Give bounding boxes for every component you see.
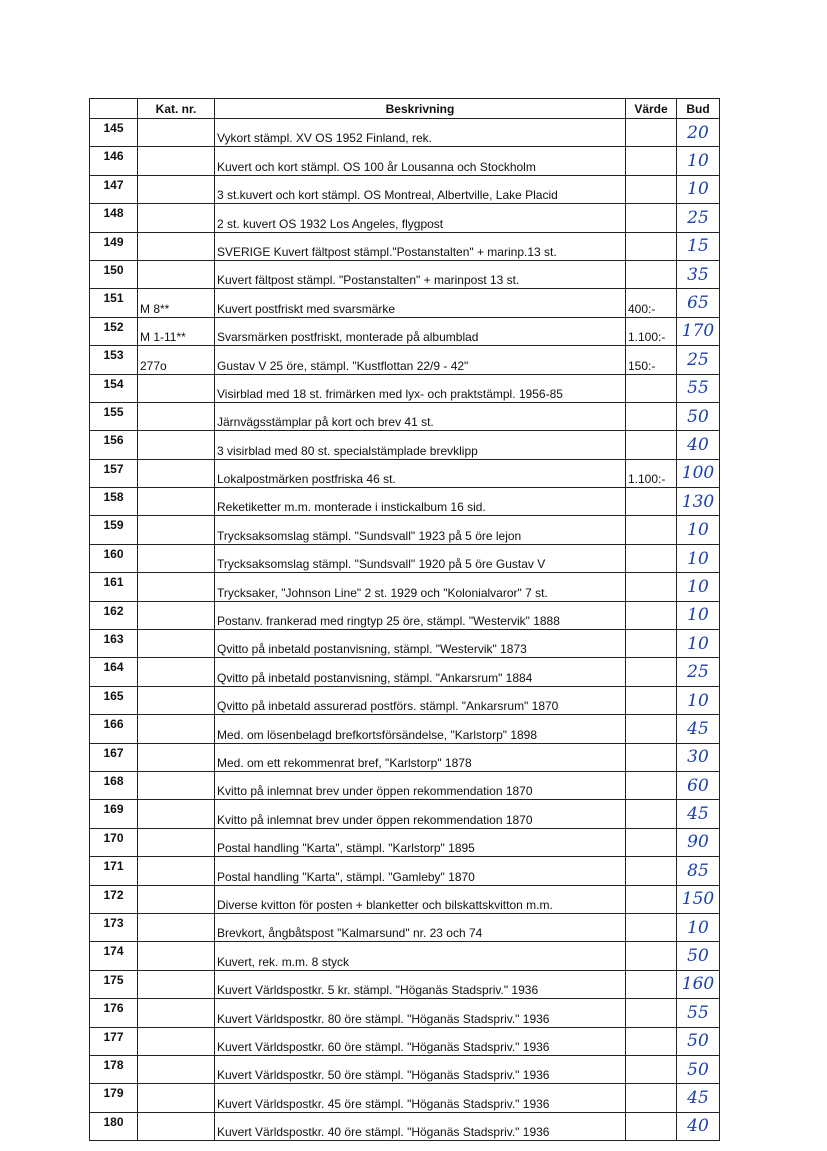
handwritten-bid: 50: [677, 1055, 720, 1083]
lot-value: [626, 147, 677, 175]
handwritten-bid: 10: [677, 686, 720, 714]
lot-description: Trycksaker, "Johnson Line" 2 st. 1929 och "Kolonialvaror" 7 st.: [215, 573, 626, 601]
lot-number: 148: [90, 204, 138, 232]
auction-lot-table: [89, 98, 720, 1141]
lot-value: [626, 658, 677, 686]
handwritten-bid: 25: [677, 658, 720, 686]
lot-value: [626, 431, 677, 459]
lot-number: 149: [90, 232, 138, 260]
lot-number: 175: [90, 970, 138, 998]
lot-value: [626, 1055, 677, 1083]
handwritten-bid: 10: [677, 516, 720, 544]
lot-description: Kuvert fältpost stämpl. "Postanstalten" + marinpost 13 st.: [215, 260, 626, 288]
table-row: [90, 970, 720, 998]
handwritten-bid: 90: [677, 828, 720, 856]
table-row: [90, 402, 720, 430]
catalog-number: [138, 204, 215, 232]
handwritten-bid: 45: [677, 800, 720, 828]
lot-number: 178: [90, 1055, 138, 1083]
catalog-number: [138, 999, 215, 1027]
table-row: [90, 771, 720, 799]
lot-number: 152: [90, 317, 138, 345]
lot-number: 180: [90, 1112, 138, 1140]
lot-description: Kuvert Världspostkr. 45 öre stämpl. "Höganäs Stadspriv." 1936: [215, 1084, 626, 1112]
lot-description: Kuvert Världspostkr. 80 öre stämpl. "Höganäs Stadspriv." 1936: [215, 999, 626, 1027]
lot-value: [626, 970, 677, 998]
lot-number: 179: [90, 1084, 138, 1112]
handwritten-bid: 10: [677, 601, 720, 629]
lot-number: 147: [90, 175, 138, 203]
catalog-number: [138, 459, 215, 487]
catalog-number: 277o: [138, 346, 215, 374]
table-row: [90, 885, 720, 913]
catalog-number: [138, 857, 215, 885]
handwritten-bid: 130: [677, 488, 720, 516]
table-row: [90, 175, 720, 203]
handwritten-bid: 65: [677, 289, 720, 317]
lot-number: 163: [90, 630, 138, 658]
lot-number: 158: [90, 488, 138, 516]
table-row: [90, 544, 720, 572]
table-row: [90, 147, 720, 175]
catalog-number: [138, 119, 215, 147]
handwritten-bid: 10: [677, 147, 720, 175]
catalog-number: [138, 516, 215, 544]
lot-value: [626, 800, 677, 828]
lot-value: [626, 175, 677, 203]
lot-value: [626, 999, 677, 1027]
catalog-number: [138, 260, 215, 288]
lot-value: [626, 913, 677, 941]
lot-description: Trycksaksomslag stämpl. "Sundsvall" 1923 på 5 öre lejon: [215, 516, 626, 544]
lot-number: 155: [90, 402, 138, 430]
table-row: [90, 686, 720, 714]
handwritten-bid: 160: [677, 970, 720, 998]
lot-value: [626, 942, 677, 970]
handwritten-bid: 35: [677, 260, 720, 288]
catalog-number: M 8**: [138, 289, 215, 317]
lot-value: [626, 1084, 677, 1112]
lot-number: 159: [90, 516, 138, 544]
catalog-number: [138, 488, 215, 516]
lot-description: Järnvägsstämplar på kort och brev 41 st.: [215, 402, 626, 430]
table-row: [90, 1027, 720, 1055]
lot-number: 153: [90, 346, 138, 374]
lot-number: 171: [90, 857, 138, 885]
lot-value: 1.100:-: [626, 317, 677, 345]
lot-description: Brevkort, ångbåtspost "Kalmarsund" nr. 23 och 74: [215, 913, 626, 941]
catalog-number: [138, 630, 215, 658]
handwritten-bid: 50: [677, 942, 720, 970]
lot-value: [626, 686, 677, 714]
lot-value: [626, 573, 677, 601]
table-row: [90, 119, 720, 147]
lot-value: [626, 1027, 677, 1055]
catalog-number: [138, 686, 215, 714]
table-row: [90, 289, 720, 317]
handwritten-bid: 20: [677, 119, 720, 147]
handwritten-bid: 50: [677, 402, 720, 430]
table-row: [90, 346, 720, 374]
lot-number: 160: [90, 544, 138, 572]
lot-number: 165: [90, 686, 138, 714]
lot-value: [626, 1112, 677, 1140]
handwritten-bid: 150: [677, 885, 720, 913]
table-row: [90, 459, 720, 487]
lot-description: Med. om ett rekommenrat bref, "Karlstorp" 1878: [215, 743, 626, 771]
handwritten-bid: 40: [677, 1112, 720, 1140]
handwritten-bid: 10: [677, 544, 720, 572]
table-row: [90, 1055, 720, 1083]
handwritten-bid: 100: [677, 459, 720, 487]
catalog-number: [138, 544, 215, 572]
catalog-number: [138, 743, 215, 771]
handwritten-bid: 60: [677, 771, 720, 799]
lot-description: Kuvert postfriskt med svarsmärke: [215, 289, 626, 317]
lot-value: [626, 885, 677, 913]
header-bud: Bud: [677, 99, 720, 119]
handwritten-bid: 25: [677, 204, 720, 232]
table-row: [90, 630, 720, 658]
lot-description: Kuvert Världspostkr. 50 öre stämpl. "Höganäs Stadspriv." 1936: [215, 1055, 626, 1083]
catalog-number: [138, 402, 215, 430]
lot-number: 164: [90, 658, 138, 686]
lot-value: [626, 488, 677, 516]
table-row: [90, 516, 720, 544]
lot-value: [626, 601, 677, 629]
lot-number: 172: [90, 885, 138, 913]
table-row: [90, 601, 720, 629]
catalog-number: [138, 885, 215, 913]
lot-value: [626, 402, 677, 430]
catalog-number: [138, 1084, 215, 1112]
handwritten-bid: 10: [677, 573, 720, 601]
lot-value: [626, 516, 677, 544]
table-row: [90, 913, 720, 941]
lot-description: Kuvert och kort stämpl. OS 100 år Lousanna och Stockholm: [215, 147, 626, 175]
handwritten-bid: 30: [677, 743, 720, 771]
catalog-number: [138, 771, 215, 799]
lot-value: [626, 630, 677, 658]
lot-description: Diverse kvitton för posten + blanketter och bilskattskvitton m.m.: [215, 885, 626, 913]
lot-value: [626, 857, 677, 885]
lot-description: Kuvert, rek. m.m. 8 styck: [215, 942, 626, 970]
lot-description: Trycksaksomslag stämpl. "Sundsvall" 1920 på 5 öre Gustav V: [215, 544, 626, 572]
handwritten-bid: 45: [677, 715, 720, 743]
handwritten-bid: 10: [677, 630, 720, 658]
header-nr: [90, 99, 138, 119]
lot-number: 151: [90, 289, 138, 317]
handwritten-bid: 50: [677, 1027, 720, 1055]
lot-description: Kuvert Världspostkr. 5 kr. stämpl. "Höganäs Stadspriv." 1936: [215, 970, 626, 998]
catalog-number: [138, 1027, 215, 1055]
lot-number: 166: [90, 715, 138, 743]
catalog-number: [138, 715, 215, 743]
handwritten-bid: 85: [677, 857, 720, 885]
table-row: [90, 828, 720, 856]
handwritten-bid: 10: [677, 175, 720, 203]
lot-description: Qvitto på inbetald assurerad postförs. stämpl. "Ankarsrum" 1870: [215, 686, 626, 714]
lot-number: 169: [90, 800, 138, 828]
table-row: [90, 204, 720, 232]
lot-description: Kvitto på inlemnat brev under öppen rekommendation 1870: [215, 771, 626, 799]
lot-value: [626, 743, 677, 771]
lot-description: Gustav V 25 öre, stämpl. "Kustflottan 22/9 - 42": [215, 346, 626, 374]
handwritten-bid: 55: [677, 999, 720, 1027]
table-row: [90, 999, 720, 1027]
handwritten-bid: 25: [677, 346, 720, 374]
lot-number: 145: [90, 119, 138, 147]
handwritten-bid: 40: [677, 431, 720, 459]
catalog-number: M 1-11**: [138, 317, 215, 345]
catalog-number: [138, 431, 215, 459]
lot-value: [626, 260, 677, 288]
lot-number: 157: [90, 459, 138, 487]
lot-number: 170: [90, 828, 138, 856]
catalog-number: [138, 800, 215, 828]
lot-number: 150: [90, 260, 138, 288]
table-row: [90, 857, 720, 885]
catalog-number: [138, 1112, 215, 1140]
header-varde: Värde: [626, 99, 677, 119]
lot-description: Vykort stämpl. XV OS 1952 Finland, rek.: [215, 119, 626, 147]
lot-value: [626, 232, 677, 260]
lot-description: Lokalpostmärken postfriska 46 st.: [215, 459, 626, 487]
handwritten-bid: 45: [677, 1084, 720, 1112]
table-row: [90, 260, 720, 288]
lot-description: Kvitto på inlemnat brev under öppen rekommendation 1870: [215, 800, 626, 828]
table-row: [90, 800, 720, 828]
table-row: [90, 715, 720, 743]
handwritten-bid: 55: [677, 374, 720, 402]
table-row: [90, 488, 720, 516]
header-row: [90, 99, 720, 119]
lot-value: [626, 544, 677, 572]
handwritten-bid: 170: [677, 317, 720, 345]
lot-description: 3 st.kuvert och kort stämpl. OS Montreal, Albertville, Lake Placid: [215, 175, 626, 203]
lot-description: Postal handling "Karta", stämpl. "Gamleby" 1870: [215, 857, 626, 885]
lot-description: Visirblad med 18 st. frimärken med lyx- och praktstämpl. 1956-85: [215, 374, 626, 402]
catalog-number: [138, 913, 215, 941]
lot-description: 2 st. kuvert OS 1932 Los Angeles, flygpost: [215, 204, 626, 232]
table-row: [90, 1084, 720, 1112]
catalog-number: [138, 232, 215, 260]
lot-description: Qvitto på inbetald postanvisning, stämpl. "Ankarsrum" 1884: [215, 658, 626, 686]
table-row: [90, 317, 720, 345]
lot-number: 162: [90, 601, 138, 629]
table-row: [90, 573, 720, 601]
lot-value: [626, 119, 677, 147]
lot-description: Kuvert Världspostkr. 60 öre stämpl. "Höganäs Stadspriv." 1936: [215, 1027, 626, 1055]
lot-number: 161: [90, 573, 138, 601]
lot-description: Reketiketter m.m. monterade i instickalbum 16 sid.: [215, 488, 626, 516]
table-row: [90, 374, 720, 402]
lot-value: [626, 374, 677, 402]
table-row: [90, 232, 720, 260]
lot-description: SVERIGE Kuvert fältpost stämpl."Postanstalten" + marinp.13 st.: [215, 232, 626, 260]
lot-value: 1.100:-: [626, 459, 677, 487]
table-row: [90, 431, 720, 459]
lot-value: [626, 771, 677, 799]
lot-number: 174: [90, 942, 138, 970]
lot-number: 176: [90, 999, 138, 1027]
catalog-number: [138, 601, 215, 629]
lot-number: 167: [90, 743, 138, 771]
handwritten-bid: 10: [677, 913, 720, 941]
lot-description: 3 visirblad med 80 st. specialstämplade brevklipp: [215, 431, 626, 459]
catalog-number: [138, 175, 215, 203]
lot-value: [626, 828, 677, 856]
lot-number: 177: [90, 1027, 138, 1055]
lot-value: [626, 715, 677, 743]
header-kat-nr: Kat. nr.: [138, 99, 215, 119]
catalog-number: [138, 828, 215, 856]
lot-value: 150:-: [626, 346, 677, 374]
lot-number: 156: [90, 431, 138, 459]
lot-description: Med. om lösenbelagd brefkortsförsändelse, "Karlstorp" 1898: [215, 715, 626, 743]
catalog-number: [138, 970, 215, 998]
table-row: [90, 1112, 720, 1140]
catalog-number: [138, 573, 215, 601]
catalog-number: [138, 1055, 215, 1083]
lot-description: Qvitto på inbetald postanvisning, stämpl. "Westervik" 1873: [215, 630, 626, 658]
catalog-number: [138, 942, 215, 970]
catalog-number: [138, 658, 215, 686]
table-row: [90, 942, 720, 970]
lot-value: 400:-: [626, 289, 677, 317]
lot-value: [626, 204, 677, 232]
lot-description: Postanv. frankerad med ringtyp 25 öre, stämpl. "Westervik" 1888: [215, 601, 626, 629]
lot-description: Kuvert Världspostkr. 40 öre stämpl. "Höganäs Stadspriv." 1936: [215, 1112, 626, 1140]
lot-number: 146: [90, 147, 138, 175]
table-row: [90, 743, 720, 771]
lot-number: 168: [90, 771, 138, 799]
lot-number: 154: [90, 374, 138, 402]
lot-number: 173: [90, 913, 138, 941]
lot-description: Postal handling "Karta", stämpl. "Karlstorp" 1895: [215, 828, 626, 856]
table-row: [90, 658, 720, 686]
catalog-number: [138, 147, 215, 175]
handwritten-bid: 15: [677, 232, 720, 260]
lot-description: Svarsmärken postfriskt, monterade på albumblad: [215, 317, 626, 345]
header-beskrivning: Beskrivning: [215, 99, 626, 119]
catalog-number: [138, 374, 215, 402]
